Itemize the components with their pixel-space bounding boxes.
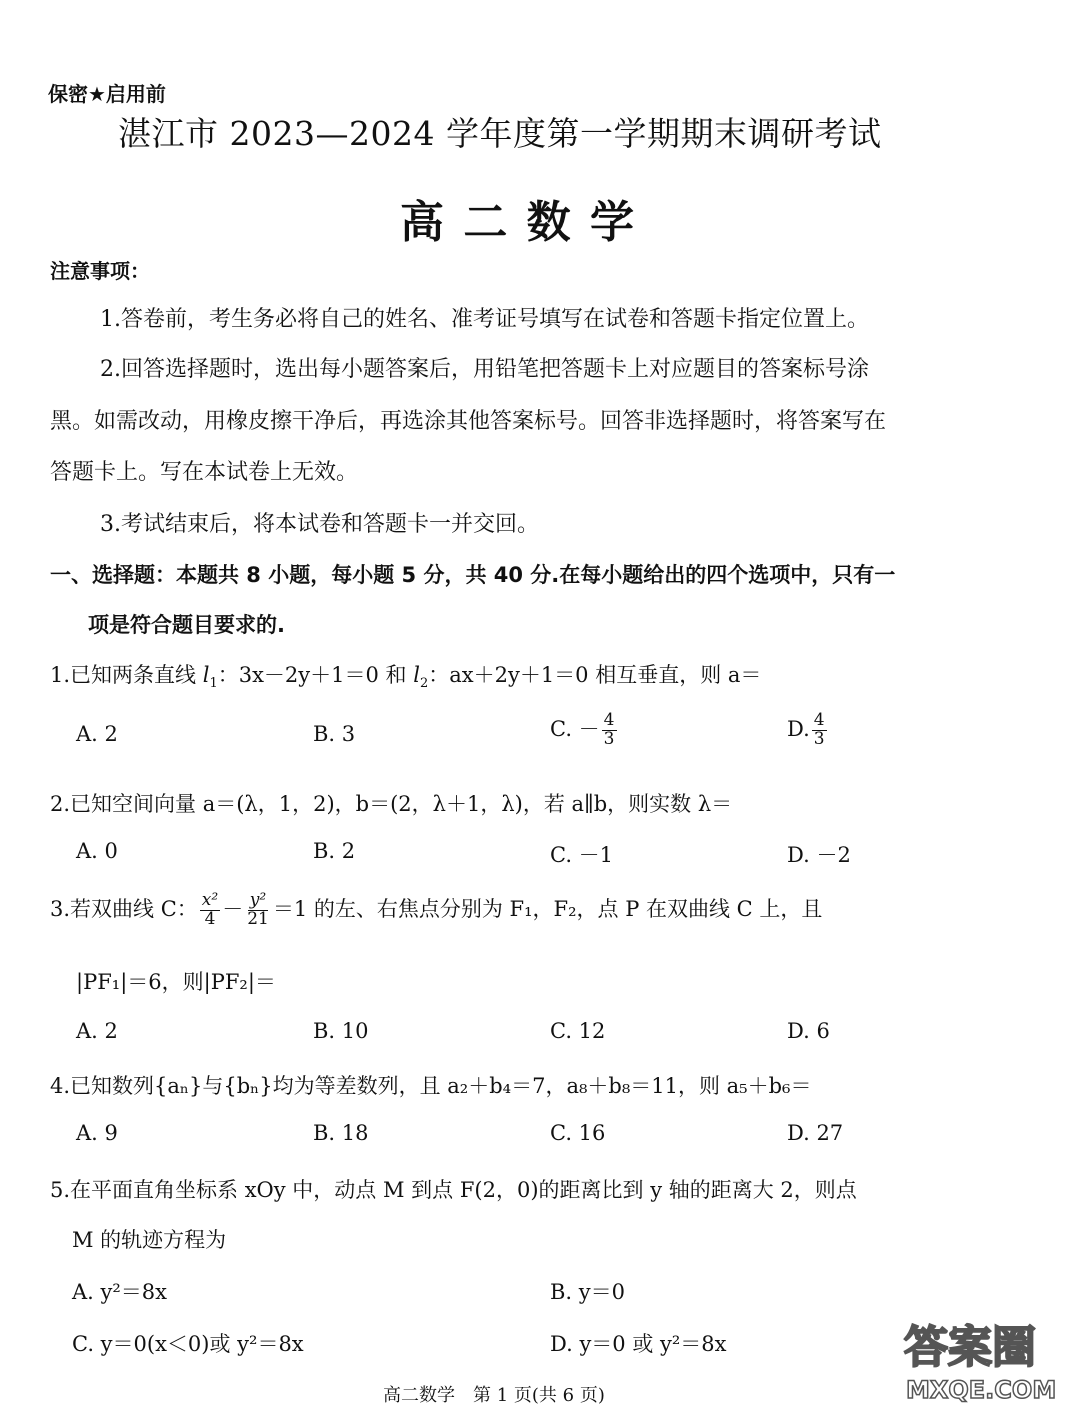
- q2-option-a: A. 0: [76, 839, 118, 863]
- q5-option-b: B. y＝0: [550, 1280, 626, 1304]
- notes-heading: 注意事项：: [50, 259, 150, 283]
- q5-option-c: C. y＝0(x＜0)或 y²＝8x: [72, 1332, 304, 1356]
- q1-d-num: 4: [813, 710, 825, 730]
- note-item-3: 3.考试结束后，将本试卷和答题卡一并交回。: [100, 512, 539, 537]
- q5-option-d: D. y＝0 或 y²＝8x: [550, 1332, 727, 1356]
- q3-stem-prefix: 3.若双曲线 C：: [50, 896, 198, 921]
- svg-text:MXQE.COM: MXQE.COM: [906, 1376, 1057, 1404]
- question-1-stem: [50, 659, 761, 691]
- question-5-stem-cont: M 的轨迹方程为: [72, 1228, 227, 1252]
- q1-option-c-fraction: [602, 712, 617, 749]
- q3-fraction-2: [245, 892, 271, 929]
- q3-option-a: A. 2: [76, 1019, 118, 1043]
- q1-d-den: 3: [813, 728, 825, 749]
- q3-f1-num: x²: [201, 890, 219, 910]
- subject-title: 高 二 数 学: [400, 197, 636, 248]
- q1-l1: l: [202, 663, 210, 687]
- svg-text:答案圈: 答案圈: [904, 1322, 1036, 1373]
- q1-option-c-prefix: C. －: [550, 716, 600, 741]
- q1-l1-sub: 1: [209, 676, 218, 692]
- question-3-stem: [50, 892, 822, 929]
- q1-c-num: 4: [603, 710, 615, 730]
- question-5-stem: 5.在平面直角坐标系 xOy 中，动点 M 到点 F(2，0)的距离比到 y 轴的距离大 2，则点: [50, 1178, 857, 1202]
- q2-option-c: C. －1: [550, 843, 614, 867]
- q1-l2: l: [413, 663, 420, 687]
- q3-option-d: D. 6: [787, 1019, 830, 1043]
- q1-eq1: ：3x－2y＋1＝0 和: [217, 663, 414, 687]
- section-1-instruction: 一、选择题：本题共 8 小题，每小题 5 分，共 40 分.在每小题给出的四个选项中，只有一: [50, 563, 896, 587]
- exam-title: 湛江市 2023—2024 学年度第一学期期末调研考试: [118, 114, 882, 153]
- question-3-stem-cont: |PF₁|＝6，则|PF₂|＝: [76, 970, 276, 994]
- q1-eq2: ：ax＋2y＋1＝0 相互垂直，则 a＝: [428, 663, 762, 687]
- q1-stem-prefix: 1.已知两条直线: [50, 663, 203, 687]
- note-item-1: 1.答卷前，考生务必将自己的姓名、准考证号填写在试卷和答题卡指定位置上。: [100, 307, 869, 332]
- q4-option-d: D. 27: [787, 1121, 844, 1145]
- question-4-stem: 4.已知数列{aₙ}与{bₙ}均为等差数列，且 a₂＋b₄＝7，a₈＋b₈＝11，则 a₅＋b₆＝: [50, 1074, 812, 1098]
- note-item-2-line-3: 答题卡上。写在本试卷上无效。: [50, 460, 359, 485]
- q2-option-d: D. －2: [787, 843, 851, 867]
- note-item-2-line-1: 2.回答选择题时，选出每小题答案后，用铅笔把答题卡上对应题目的答案标号涂: [100, 357, 869, 382]
- q4-option-c: C. 16: [550, 1121, 606, 1145]
- q3-f2-num: y²: [249, 890, 267, 910]
- q5-option-a: A. y²＝8x: [72, 1280, 168, 1304]
- q1-option-c: [550, 712, 619, 749]
- q1-l2-sub: 2: [419, 676, 429, 692]
- q4-option-a: A. 9: [76, 1121, 118, 1145]
- q4-option-b: B. 18: [313, 1121, 369, 1145]
- q1-option-b: B. 3: [313, 722, 356, 746]
- q3-stem-suffix: ＝1 的左、右焦点分别为 F₁，F₂，点 P 在双曲线 C 上，且: [272, 896, 823, 921]
- q3-fraction-1: [200, 892, 220, 929]
- q1-option-d-prefix: D.: [787, 716, 810, 741]
- q1-c-den: 3: [603, 728, 615, 749]
- q1-option-d: [787, 712, 829, 749]
- question-2-stem: 2.已知空间向量 a＝(λ，1，2)，b＝(2，λ＋1，λ)，若 a∥b，则实数 λ＝: [50, 792, 733, 816]
- note-item-2-line-2: 黑。如需改动，用橡皮擦干净后，再选涂其他答案标号。回答非选择题时，将答案写在: [50, 409, 887, 434]
- q3-f1-den: 4: [204, 908, 216, 929]
- section-1-instruction-cont: 项是符合题目要求的.: [88, 613, 285, 637]
- page-footer: 高二数学 第 1 页(共 6 页): [383, 1385, 605, 1406]
- q3-option-b: B. 10: [313, 1019, 369, 1043]
- q3-f2-den: 21: [247, 908, 269, 929]
- confidential-label: 保密★启用前: [48, 82, 166, 106]
- q2-option-b: B. 2: [313, 839, 356, 863]
- q1-option-a: A. 2: [76, 722, 118, 746]
- q3-option-c: C. 12: [550, 1019, 606, 1043]
- watermark-logo: [900, 1312, 1068, 1404]
- q3-minus: －: [222, 896, 244, 921]
- q1-option-d-fraction: [812, 712, 827, 749]
- watermark-logo-icon: [900, 1312, 1068, 1404]
